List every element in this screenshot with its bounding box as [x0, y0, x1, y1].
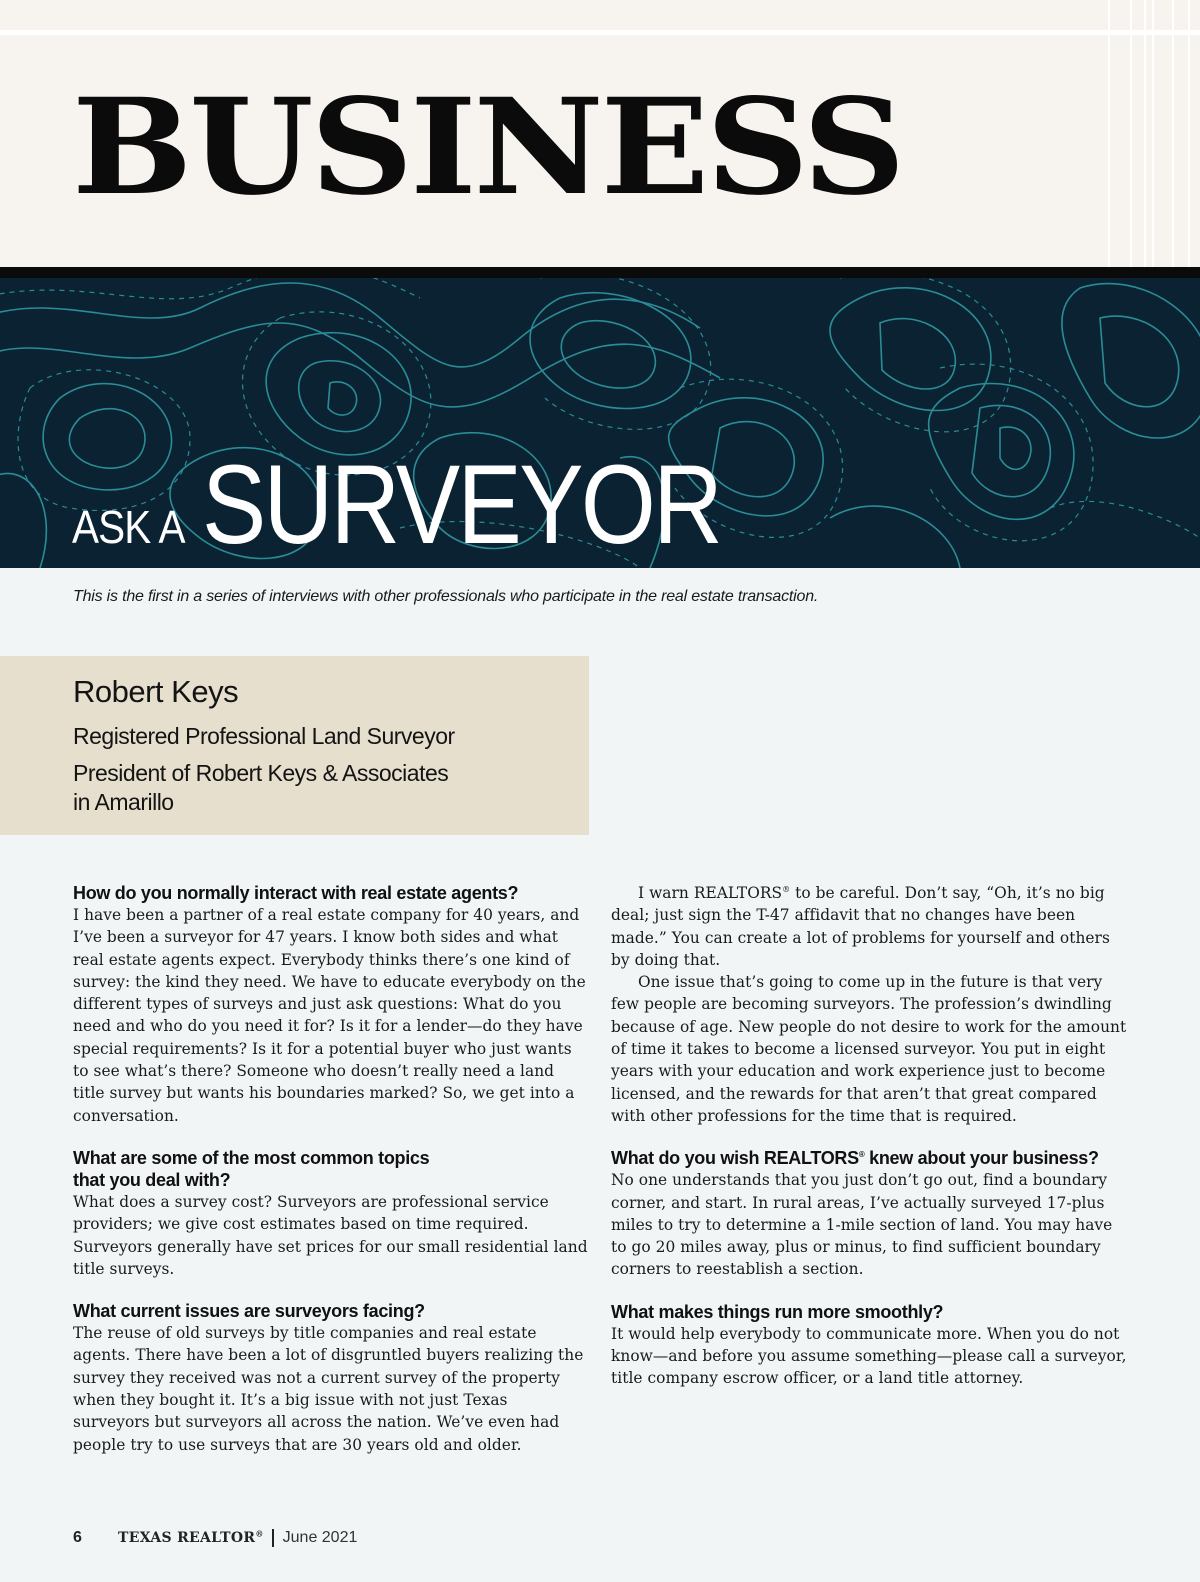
question-2-line1: What are some of the most common topics [73, 1147, 430, 1168]
header-rule [0, 30, 1200, 35]
question-4 [611, 1147, 1127, 1169]
intro-text: This is the first in a series of interviews with other professionals who participate in the real estate transaction. [73, 588, 819, 605]
left-column [73, 882, 589, 1476]
question-4-end: knew about your business? [864, 1148, 1099, 1169]
question-5: What makes things run more smoothly? [611, 1301, 944, 1322]
header-decorative-lines [1100, 0, 1200, 268]
answer-2: What does a survey cost? Surveyors are professional service providers; we give cost estimates based on time required. Surveyors generally have set prices for our small residential land title surveys. [73, 1192, 588, 1278]
profile-org-line2: in Amarillo [73, 789, 174, 815]
question-3: What current issues are surveyors facing? [73, 1301, 425, 1322]
registered-mark: ® [858, 1150, 865, 1160]
profile-org-line1: President of Robert Keys & Associates [73, 760, 449, 786]
answer-1: I have been a partner of a real estate company for 40 years, and I’ve been a surveyor for 47 years. I know both sides and what real estate agents expect. Everybody thinks there’s one kind of survey: the kind they need. We have to educate everybody on the different types of surveys and just ask questions: What do you need and who do you need it for? Is it for a lender—do they have special requirements? Is it for a potential buyer who just wants to see what’s there? Someone who doesn’t really need a land title survey but wants his boundaries marked? So, we get into a conversation. [73, 906, 586, 1125]
answer-3-continued-p1 [611, 882, 1127, 971]
page-number: 6 [73, 1529, 82, 1546]
profile-role: Registered Professional Land Surveyor [73, 723, 455, 749]
profile-box [0, 656, 589, 835]
page-footer [73, 1529, 357, 1547]
magazine-name [118, 1530, 264, 1546]
hero-title-prefix: ASK A [72, 500, 185, 553]
registered-mark: ® [782, 884, 791, 894]
answer-5: It would help everybody to communicate more. When you do not know—and before you assume something—please call a surveyor, title company escrow officer, or a land title attorney. [611, 1324, 1127, 1388]
answer-4: No one understands that you just don’t go out, find a boundary corner, and start. In rural areas, I’ve actually surveyed 17-plus miles to try to determine a 1-mile section of land. You may have to go 20 miles away, plus or minus, to find sufficient boundary corners to reestablish a section. [611, 1171, 1113, 1279]
question-2 [73, 1147, 589, 1191]
footer-separator [272, 1529, 274, 1547]
question-2-line2: that you deal with? [73, 1169, 231, 1190]
question-4-start: What do you wish REALTORS [611, 1148, 859, 1169]
right-column [611, 882, 1127, 1410]
profile-name: Robert Keys [73, 674, 239, 709]
answer-3: The reuse of old surveys by title companies and real estate agents. There have been a lot of disgruntled buyers realizing the survey they received was not a current survey of the property when they bought it. It’s a big issue with not just Texas surveyors but surveyors all across the nation. We’ve even had people try to use surveys that are 30 years old and older. [73, 1324, 584, 1454]
issue-date: June 2021 [282, 1529, 358, 1546]
hero-title [72, 441, 805, 567]
answer-3-continued-p2: One issue that’s going to come up in the future is that very few people are becoming surveyors. The profession’s dwindling because of age. New people do not desire to work for the amount of time it takes to become a licensed surveyor. You put in eight years with your education and work experience just to become licensed, and the rewards for that aren’t that great compared with other professions for the time that is required. [611, 973, 1127, 1125]
magazine-name-text: TEXAS REALTOR [118, 1530, 256, 1546]
header-band [0, 0, 1200, 268]
continued-p1-end: to be careful. Don’t say, “Oh, it’s no big deal; just sign the T-47 affidavit that no changes have been made.” You can create a lot of problems for yourself and others by doing that. [611, 884, 1110, 969]
question-1: How do you normally interact with real estate agents? [73, 883, 519, 903]
hero-title-main: SURVEYOR [201, 441, 721, 567]
header-divider [0, 267, 1200, 278]
hero-banner [0, 278, 1200, 568]
registered-mark: ® [255, 1528, 264, 1539]
profile-org [73, 759, 493, 817]
section-title: BUSINESS [72, 70, 903, 225]
continued-p1-start: I warn REALTORS [638, 884, 783, 902]
